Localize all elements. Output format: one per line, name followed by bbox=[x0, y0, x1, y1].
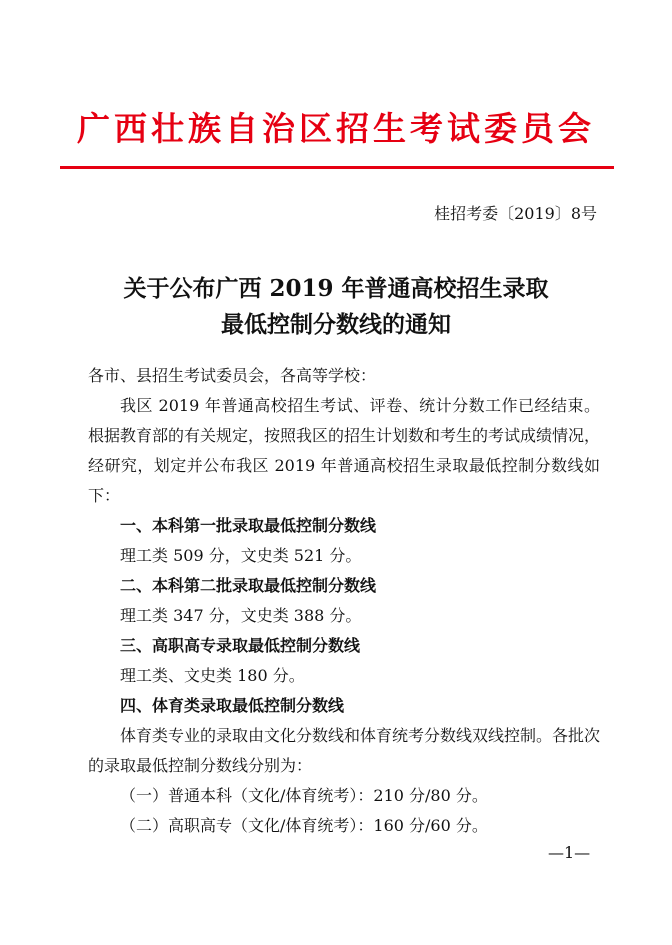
section-4-item-2: （二）高职高专（文化/体育统考）：160 分/60 分。 bbox=[120, 816, 488, 835]
section-2-text: 理工类 347 分，文史类 388 分。 bbox=[120, 606, 362, 625]
section-2-heading: 二、本科第二批录取最低控制分数线 bbox=[120, 576, 377, 595]
page-number: —1— bbox=[548, 843, 591, 862]
document-body bbox=[88, 361, 600, 841]
document-title-line-1: 关于公布广西 2019 年普通高校招生录取 bbox=[123, 275, 549, 302]
header-red-rule bbox=[60, 166, 614, 169]
section-3-heading: 三、高职高专录取最低控制分数线 bbox=[120, 636, 361, 655]
section-1-heading: 一、本科第一批录取最低控制分数线 bbox=[120, 516, 377, 535]
issuer-header: 广西壮族自治区招生考试委员会 bbox=[77, 109, 595, 148]
section-3-text: 理工类、文史类 180 分。 bbox=[120, 666, 305, 685]
section-4-text: 体育类专业的录取由文化分数线和体育统考分数线双线控制。各批次的录取最低控制分数线分别为： bbox=[88, 726, 601, 775]
section-4-heading: 四、体育类录取最低控制分数线 bbox=[120, 696, 345, 715]
document-title-line-2: 最低控制分数线的通知 bbox=[221, 311, 451, 338]
salutation: 各市、县招生考试委员会，各高等学校： bbox=[88, 366, 377, 385]
section-4-item-1: （一）普通本科（文化/体育统考）：210 分/80 分。 bbox=[120, 786, 488, 805]
document-number: 桂招考委〔2019〕8号 bbox=[434, 204, 597, 223]
intro-paragraph: 我区 2019 年普通高校招生考试、评卷、统计分数工作已经结束。根据教育部的有关规定，按照我区的招生计划数和考生的考试成绩情况，经研究，划定并公布我区 2019 年普通高校招生录取最低控制分数线如下： bbox=[88, 396, 601, 505]
section-1-text: 理工类 509 分，文史类 521 分。 bbox=[120, 546, 362, 565]
